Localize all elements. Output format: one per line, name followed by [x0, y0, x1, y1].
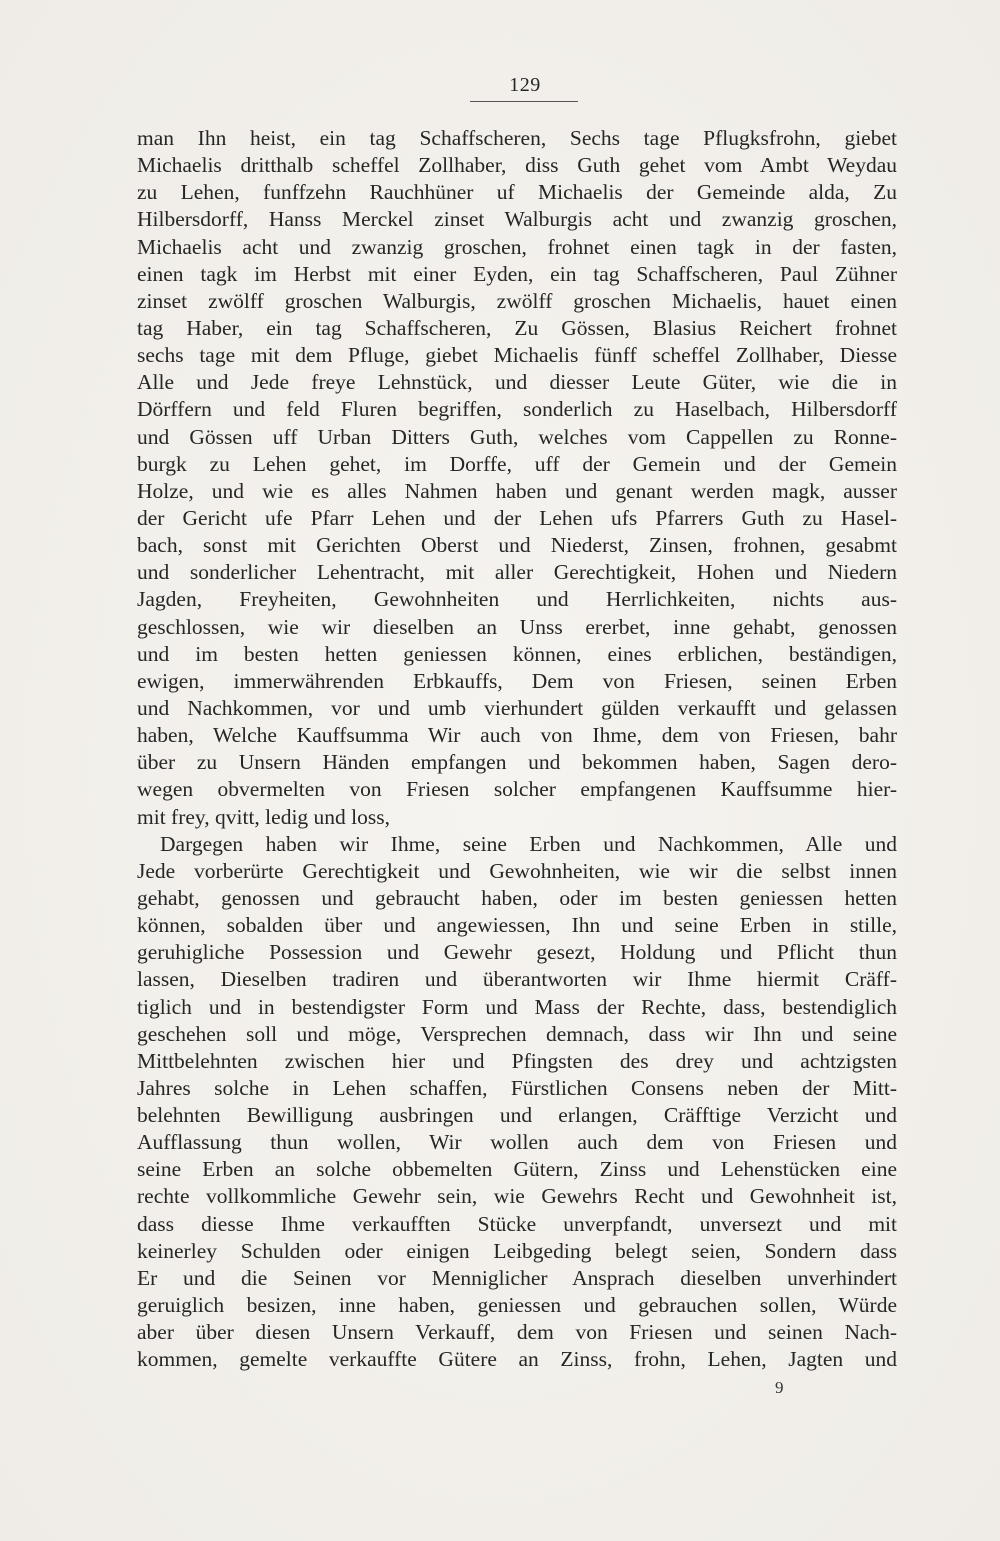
text-line: geruhigliche Possession und Gewehr gesezt, Holdung und Pflicht thun	[137, 940, 897, 965]
paragraph-start-line: Dargegen haben wir Ihme, seine Erben und Nachkommen, Alle und	[160, 831, 897, 856]
text-line: zu Lehen, funffzehn Rauchhüner uf Michaelis der Gemeinde alda, Zu	[137, 180, 897, 205]
text-line: Er und die Seinen vor Menniglicher Ansprach dieselben unverhindert	[137, 1265, 897, 1290]
text-line: Jagden, Freyheiten, Gewohnheiten und Herrlichkeiten, nichts aus-	[137, 587, 897, 612]
text-line: geruiglich besizen, inne haben, geniessen und gebrauchen sollen, Würde	[137, 1293, 897, 1318]
text-line: seine Erben an solche obbemelten Gütern, Zinss und Lehenstücken eine	[137, 1157, 897, 1182]
signature-mark: 9	[775, 1378, 784, 1397]
text-line: aber über diesen Unsern Verkauff, dem von Friesen und seinen Nach-	[137, 1320, 897, 1345]
text-line: Aufflassung thun wollen, Wir wollen auch dem von Friesen und	[137, 1130, 897, 1155]
text-line: Michaelis acht und zwanzig groschen, frohnet einen tagk in der fasten,	[137, 234, 897, 259]
body-text	[137, 125, 897, 1401]
text-line: geschlossen, wie wir dieselben an Unss ererbet, inne gehabt, genossen	[137, 614, 897, 639]
text-line: Holze, und wie es alles Nahmen haben und genant werden magk, ausser	[137, 478, 897, 503]
text-line: bach, sonst mit Gerichten Oberst und Niederst, Zinsen, frohnen, gesabmt	[137, 533, 897, 558]
text-line: Hilbersdorff, Hanss Merckel zinset Walburgis acht und zwanzig groschen,	[137, 207, 897, 232]
text-line: zinset zwölff groschen Walburgis, zwölff groschen Michaelis, hauet einen	[137, 288, 897, 313]
paragraph-end-line: mit frey, qvitt, ledig und loss,	[137, 804, 391, 829]
text-line: und sonderlicher Lehentracht, mit aller Gerechtigkeit, Hohen und Niedern	[137, 560, 897, 585]
text-line: Mittbelehnten zwischen hier und Pfingsten des drey und achtzigsten	[137, 1048, 897, 1073]
text-line: ewigen, immerwährenden Erbkauffs, Dem von Friesen, seinen Erben	[137, 668, 897, 693]
text-line: wegen obvermelten von Friesen solcher empfangenen Kauffsumme hier-	[137, 777, 897, 802]
text-line: rechte vollkommliche Gewehr sein, wie Gewehrs Recht und Gewohnheit ist,	[137, 1184, 897, 1209]
page-number: 129	[509, 74, 541, 96]
text-line: geschehen soll und möge, Versprechen demnach, dass wir Ihn und seine	[137, 1021, 897, 1046]
text-line: tag Haber, ein tag Schaffscheren, Zu Gössen, Blasius Reichert frohnet	[137, 315, 897, 340]
text-line: und Nachkommen, vor und umb vierhundert gülden verkaufft und gelassen	[137, 695, 897, 720]
text-line: Jede vorberürte Gerechtigkeit und Gewohnheiten, wie wir die selbst innen	[137, 858, 897, 883]
text-line: und Gössen uff Urban Ditters Guth, welches vom Cappellen zu Ronne-	[137, 424, 897, 449]
text-line: haben, Welche Kauffsumma Wir auch von Ihme, dem von Friesen, bahr	[137, 723, 897, 748]
text-line: können, sobalden über und angewiessen, Ihn und seine Erben in stille,	[137, 913, 897, 938]
text-line: dass diesse Ihme verkaufften Stücke unverpfandt, unversezt und mit	[137, 1211, 897, 1236]
text-line: einen tagk im Herbst mit einer Eyden, ein tag Schaffscheren, Paul Zühner	[137, 261, 897, 286]
text-line: gehabt, genossen und gebraucht haben, oder im besten geniessen hetten	[137, 885, 897, 910]
text-line: man Ihn heist, ein tag Schaffscheren, Sechs tage Pflugksfrohn, giebet	[137, 126, 897, 150]
header-rule	[470, 101, 578, 102]
text-line: der Gericht ufe Pfarr Lehen und der Lehen ufs Pfarrers Guth zu Hasel-	[137, 505, 897, 530]
text-line: kommen, gemelte verkauffte Gütere an Zinss, frohn, Lehen, Jagten und	[137, 1347, 897, 1372]
text-line: burgk zu Lehen gehet, im Dorffe, uff der Gemein und der Gemein	[137, 451, 897, 476]
text-line: belehnten Bewilligung ausbringen und erlangen, Cräfftige Verzicht und	[137, 1103, 897, 1128]
text-line: tiglich und in bestendigster Form und Mass der Rechte, dass, bestendiglich	[137, 994, 897, 1019]
text-line: Jahres solche in Lehen schaffen, Fürstlichen Consens neben der Mitt-	[137, 1075, 897, 1100]
text-line: Dörffern und feld Fluren begriffen, sonderlich zu Haselbach, Hilbersdorff	[137, 397, 897, 422]
text-line: lassen, Dieselben tradiren und überantworten wir Ihme hiermit Cräff-	[137, 967, 897, 992]
text-line: keinerley Schulden oder einigen Leibgeding belegt seien, Sondern dass	[137, 1238, 897, 1263]
text-line: sechs tage mit dem Pfluge, giebet Michaelis fünff scheffel Zollhaber, Diesse	[137, 343, 897, 368]
text-line: Michaelis dritthalb scheffel Zollhaber, diss Guth gehet vom Ambt Weydau	[137, 153, 897, 178]
text-line: Alle und Jede freye Lehnstück, und diesser Leute Güter, wie die in	[137, 370, 897, 395]
text-line: und im besten hetten geniessen können, eines erblichen, beständigen,	[137, 641, 897, 666]
text-line: über zu Unsern Händen empfangen und bekommen haben, Sagen dero-	[137, 750, 897, 775]
